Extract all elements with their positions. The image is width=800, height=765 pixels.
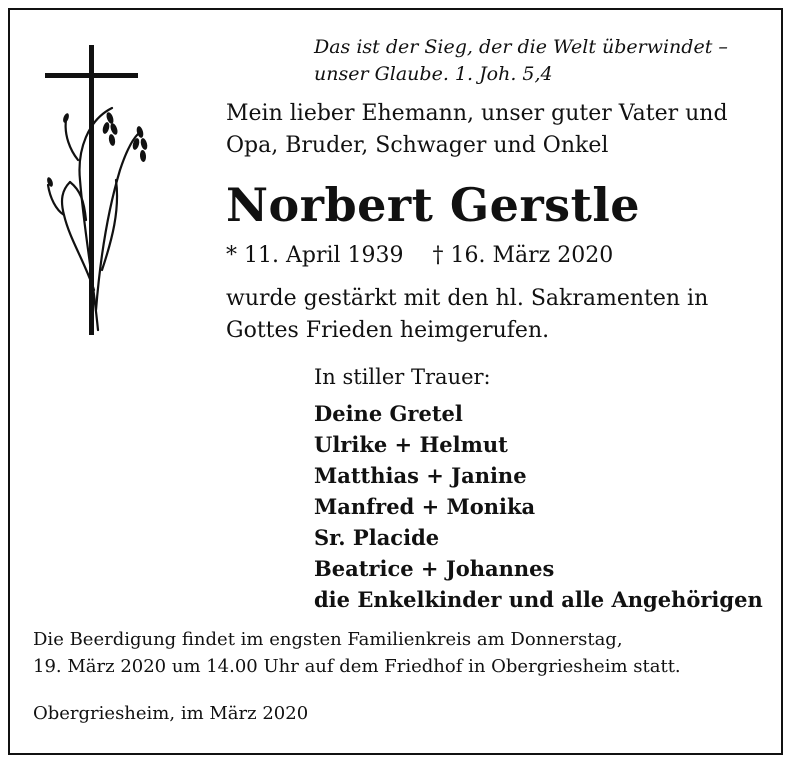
quote-line: unser Glaube. 1. Joh. 5,4 (314, 63, 553, 85)
mourning-label: In stiller Trauer: (314, 365, 491, 389)
funeral-notice (33, 626, 773, 680)
mourner: die Enkelkinder und alle Angehörigen (314, 587, 763, 612)
deceased-name: Norbert Gerstle (226, 178, 641, 232)
sacraments-line: wurde gestärkt mit den hl. Sakramenten in (226, 286, 709, 311)
cross-with-wheat-icon (40, 40, 160, 340)
funeral-line: 19. März 2020 um 14.00 Uhr auf dem Friedhof in Obergriesheim statt. (33, 656, 681, 677)
funeral-line: Die Beerdigung findet im engsten Familienkreis am Donnerstag, (33, 629, 623, 650)
death-date: † 16. März 2020 (432, 243, 614, 268)
sacraments-line: Gottes Frieden heimgerufen. (226, 318, 550, 343)
mourner: Deine Gretel (314, 401, 463, 426)
mourner: Matthias + Janine (314, 463, 527, 488)
mourner: Ulrike + Helmut (314, 432, 508, 457)
birth-date: * 11. April 1939 (226, 243, 404, 268)
mourner: Manfred + Monika (314, 494, 536, 519)
quote-line: Das ist der Sieg, der die Welt überwindet – (314, 36, 728, 58)
intro-line: Opa, Bruder, Schwager und Onkel (226, 133, 609, 158)
mourners-list (314, 398, 774, 615)
mourner: Beatrice + Johannes (314, 556, 555, 581)
intro-line: Mein lieber Ehemann, unser guter Vater und (226, 101, 728, 126)
place-date: Obergriesheim, im März 2020 (33, 703, 309, 724)
life-dates (226, 240, 771, 272)
relation-intro (226, 98, 771, 162)
mourner: Sr. Placide (314, 525, 440, 550)
sacraments-text (226, 283, 771, 347)
bible-quote (314, 34, 769, 88)
